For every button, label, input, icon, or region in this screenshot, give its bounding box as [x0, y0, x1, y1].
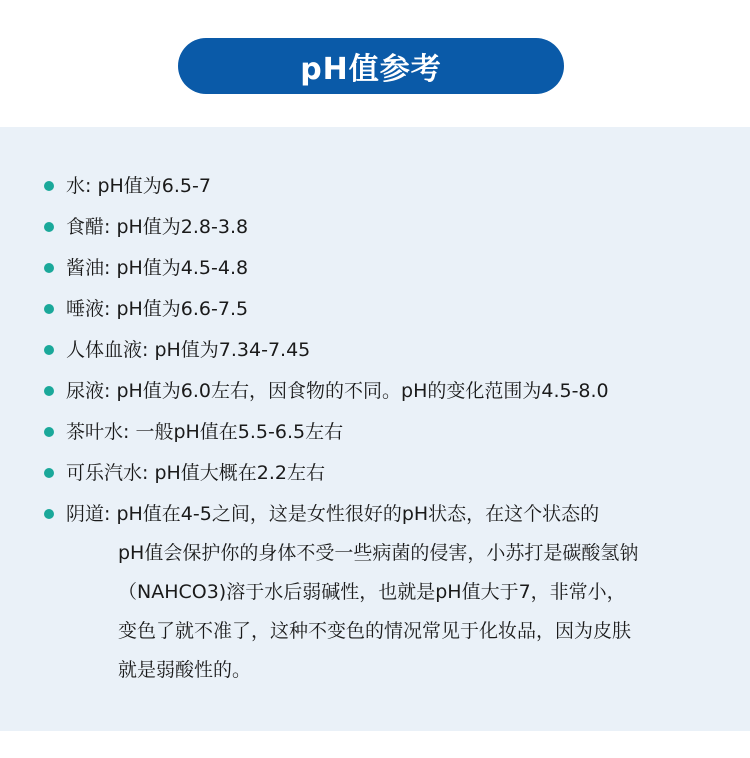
bullet-dot-icon	[44, 304, 54, 314]
paragraph-line: （NAHCO3)溶于水后弱碱性，也就是pH值大于7，非常小，	[118, 581, 626, 603]
content-panel	[0, 127, 750, 731]
list-item-soy-sauce	[44, 255, 734, 281]
paragraph-line: 变色了就不准了，这种不变色的情况常见于化妆品，因为皮肤	[118, 620, 632, 642]
paragraph-line: 阴道: pH值在4-5之间，这是女性很好的pH状态，在这个状态的	[66, 503, 600, 525]
paragraph-line: pH值会保护你的身体不受一些病菌的侵害，小苏打是碳酸氢钠	[118, 542, 639, 564]
list-item-saliva	[44, 296, 734, 322]
list-item-text: 食醋: pH值为2.8-3.8	[66, 216, 249, 238]
list-item-water	[44, 173, 734, 199]
list-item-text: 尿液: pH值为6.0左右，因食物的不同。pH的变化范围为4.5-8.0	[66, 380, 609, 402]
paragraph-line: 就是弱酸性的。	[118, 659, 252, 681]
bullet-dot-icon	[44, 468, 54, 478]
bullet-dot-icon	[44, 181, 54, 191]
bullet-dot-icon	[44, 386, 54, 396]
list-item-vinegar	[44, 214, 734, 240]
bullet-dot-icon	[44, 222, 54, 232]
list-item-vagina	[44, 501, 734, 683]
bullet-dot-icon	[44, 345, 54, 355]
list-item-text: 唾液: pH值为6.6-7.5	[66, 298, 249, 320]
bullet-dot-icon	[44, 509, 54, 519]
ph-reference-list	[44, 173, 734, 696]
header	[0, 0, 750, 127]
list-item-blood	[44, 337, 734, 363]
bullet-dot-icon	[44, 263, 54, 273]
list-item-text: 酱油: pH值为4.5-4.8	[66, 257, 249, 279]
list-item-tea	[44, 419, 734, 445]
page-title: pH值参考	[178, 38, 564, 94]
footer	[0, 731, 750, 758]
list-item-text: 茶叶水: 一般pH值在5.5-6.5左右	[66, 421, 344, 443]
list-item-urine	[44, 378, 734, 404]
list-item-text: 可乐汽水: pH值大概在2.2左右	[66, 462, 326, 484]
bullet-dot-icon	[44, 427, 54, 437]
list-item-text: 水: pH值为6.5-7	[66, 175, 211, 197]
list-item-cola	[44, 460, 734, 486]
list-item-text: 人体血液: pH值为7.34-7.45	[66, 339, 311, 361]
